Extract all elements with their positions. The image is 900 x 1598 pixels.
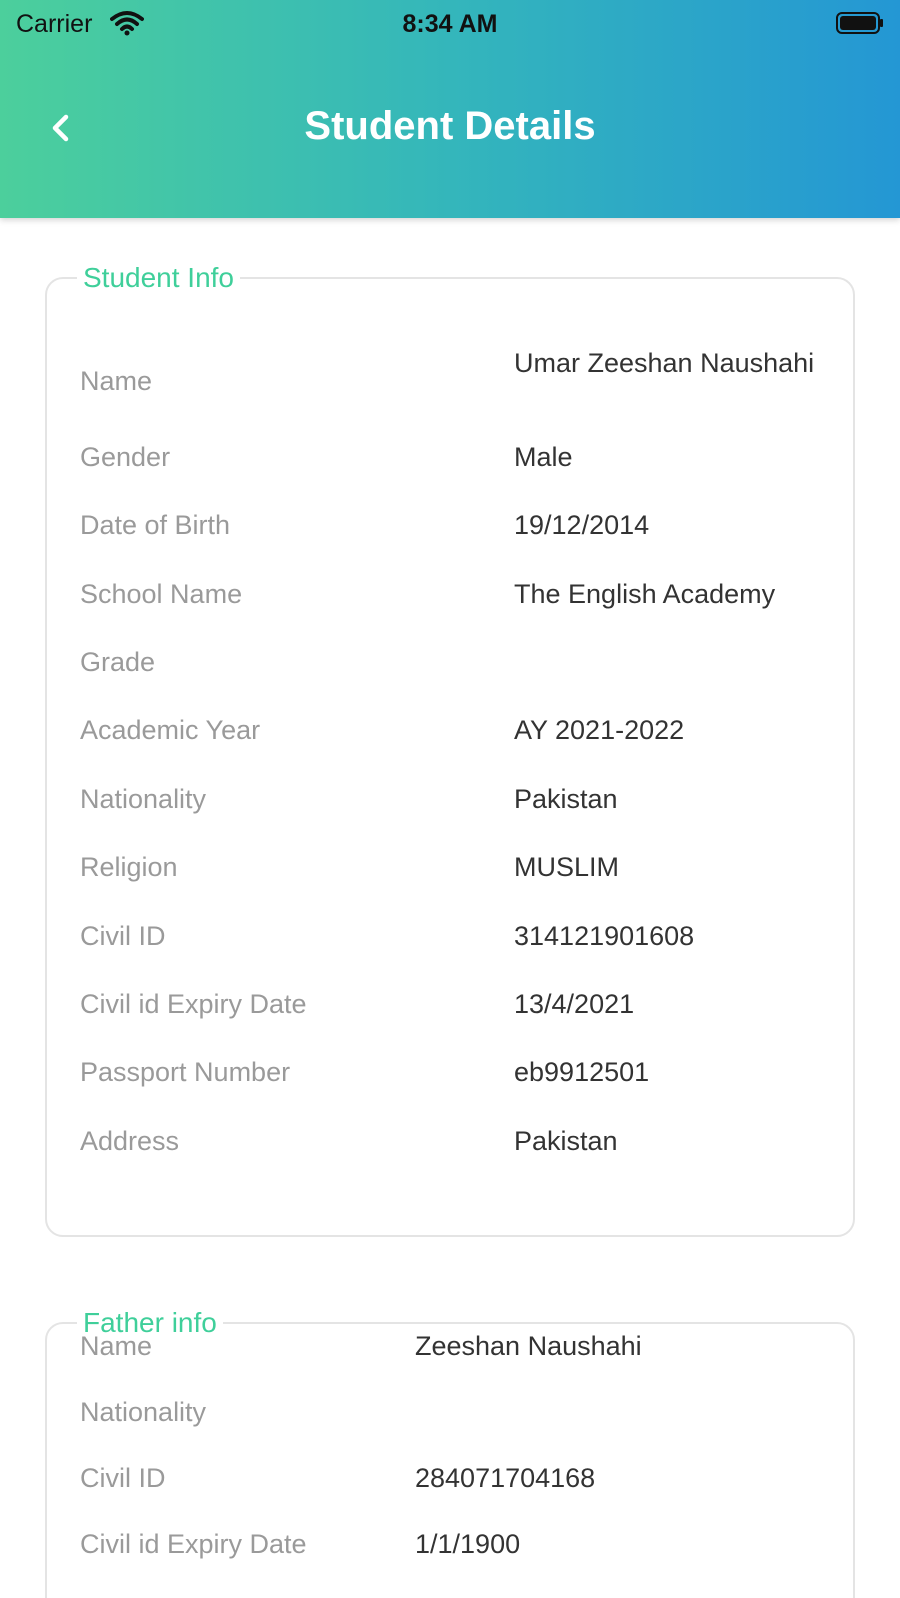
- row-value: MUSLIM: [514, 852, 620, 882]
- status-time: 8:34 AM: [402, 10, 498, 38]
- row-value: Pakistan: [514, 1126, 618, 1156]
- row-label: Passport Number: [80, 1057, 291, 1087]
- carrier-label: Carrier: [16, 10, 93, 38]
- row-label: Civil ID: [80, 1463, 166, 1493]
- row-value: 284071704168: [415, 1463, 596, 1493]
- row-value: Umar Zeeshan Naushahi: [514, 348, 815, 378]
- row-label: School Name: [80, 579, 243, 609]
- row-label: Religion: [80, 852, 178, 882]
- row-label: Name: [80, 366, 153, 396]
- row-value: Zeeshan Naushahi: [415, 1331, 642, 1361]
- father-info-title: Father info: [77, 1307, 223, 1339]
- row-value: Male: [514, 442, 573, 472]
- row-value: 13/4/2021: [514, 989, 635, 1019]
- app-header: [0, 0, 900, 218]
- row-label: Civil id Expiry Date: [80, 989, 307, 1019]
- row-value: The English Academy: [514, 579, 776, 609]
- row-value: 1/1/1900: [415, 1529, 521, 1559]
- row-label: Civil id Expiry Date: [80, 1529, 307, 1559]
- row-label: Gender: [80, 442, 171, 472]
- student-info-card: [45, 262, 855, 1237]
- row-value: AY 2021-2022: [514, 715, 685, 745]
- page-title: Student Details: [304, 104, 596, 148]
- row-value: eb9912501: [514, 1057, 650, 1087]
- row-value: 19/12/2014: [514, 510, 650, 540]
- row-label: Civil ID: [80, 921, 166, 951]
- battery-icon: [836, 12, 884, 34]
- row-label: Grade: [80, 647, 156, 677]
- status-bar: [0, 0, 900, 48]
- row-label: Date of Birth: [80, 510, 231, 540]
- row-label: Address: [80, 1126, 180, 1156]
- row-label: Name: [80, 1331, 153, 1361]
- row-label: Nationality: [80, 784, 207, 814]
- student-info-title: Student Info: [77, 262, 240, 294]
- row-value: 314121901608: [514, 921, 695, 951]
- father-info-card: [45, 1307, 855, 1598]
- row-label: Nationality: [80, 1397, 207, 1427]
- row-label: Academic Year: [80, 715, 261, 745]
- row-value: Pakistan: [514, 784, 618, 814]
